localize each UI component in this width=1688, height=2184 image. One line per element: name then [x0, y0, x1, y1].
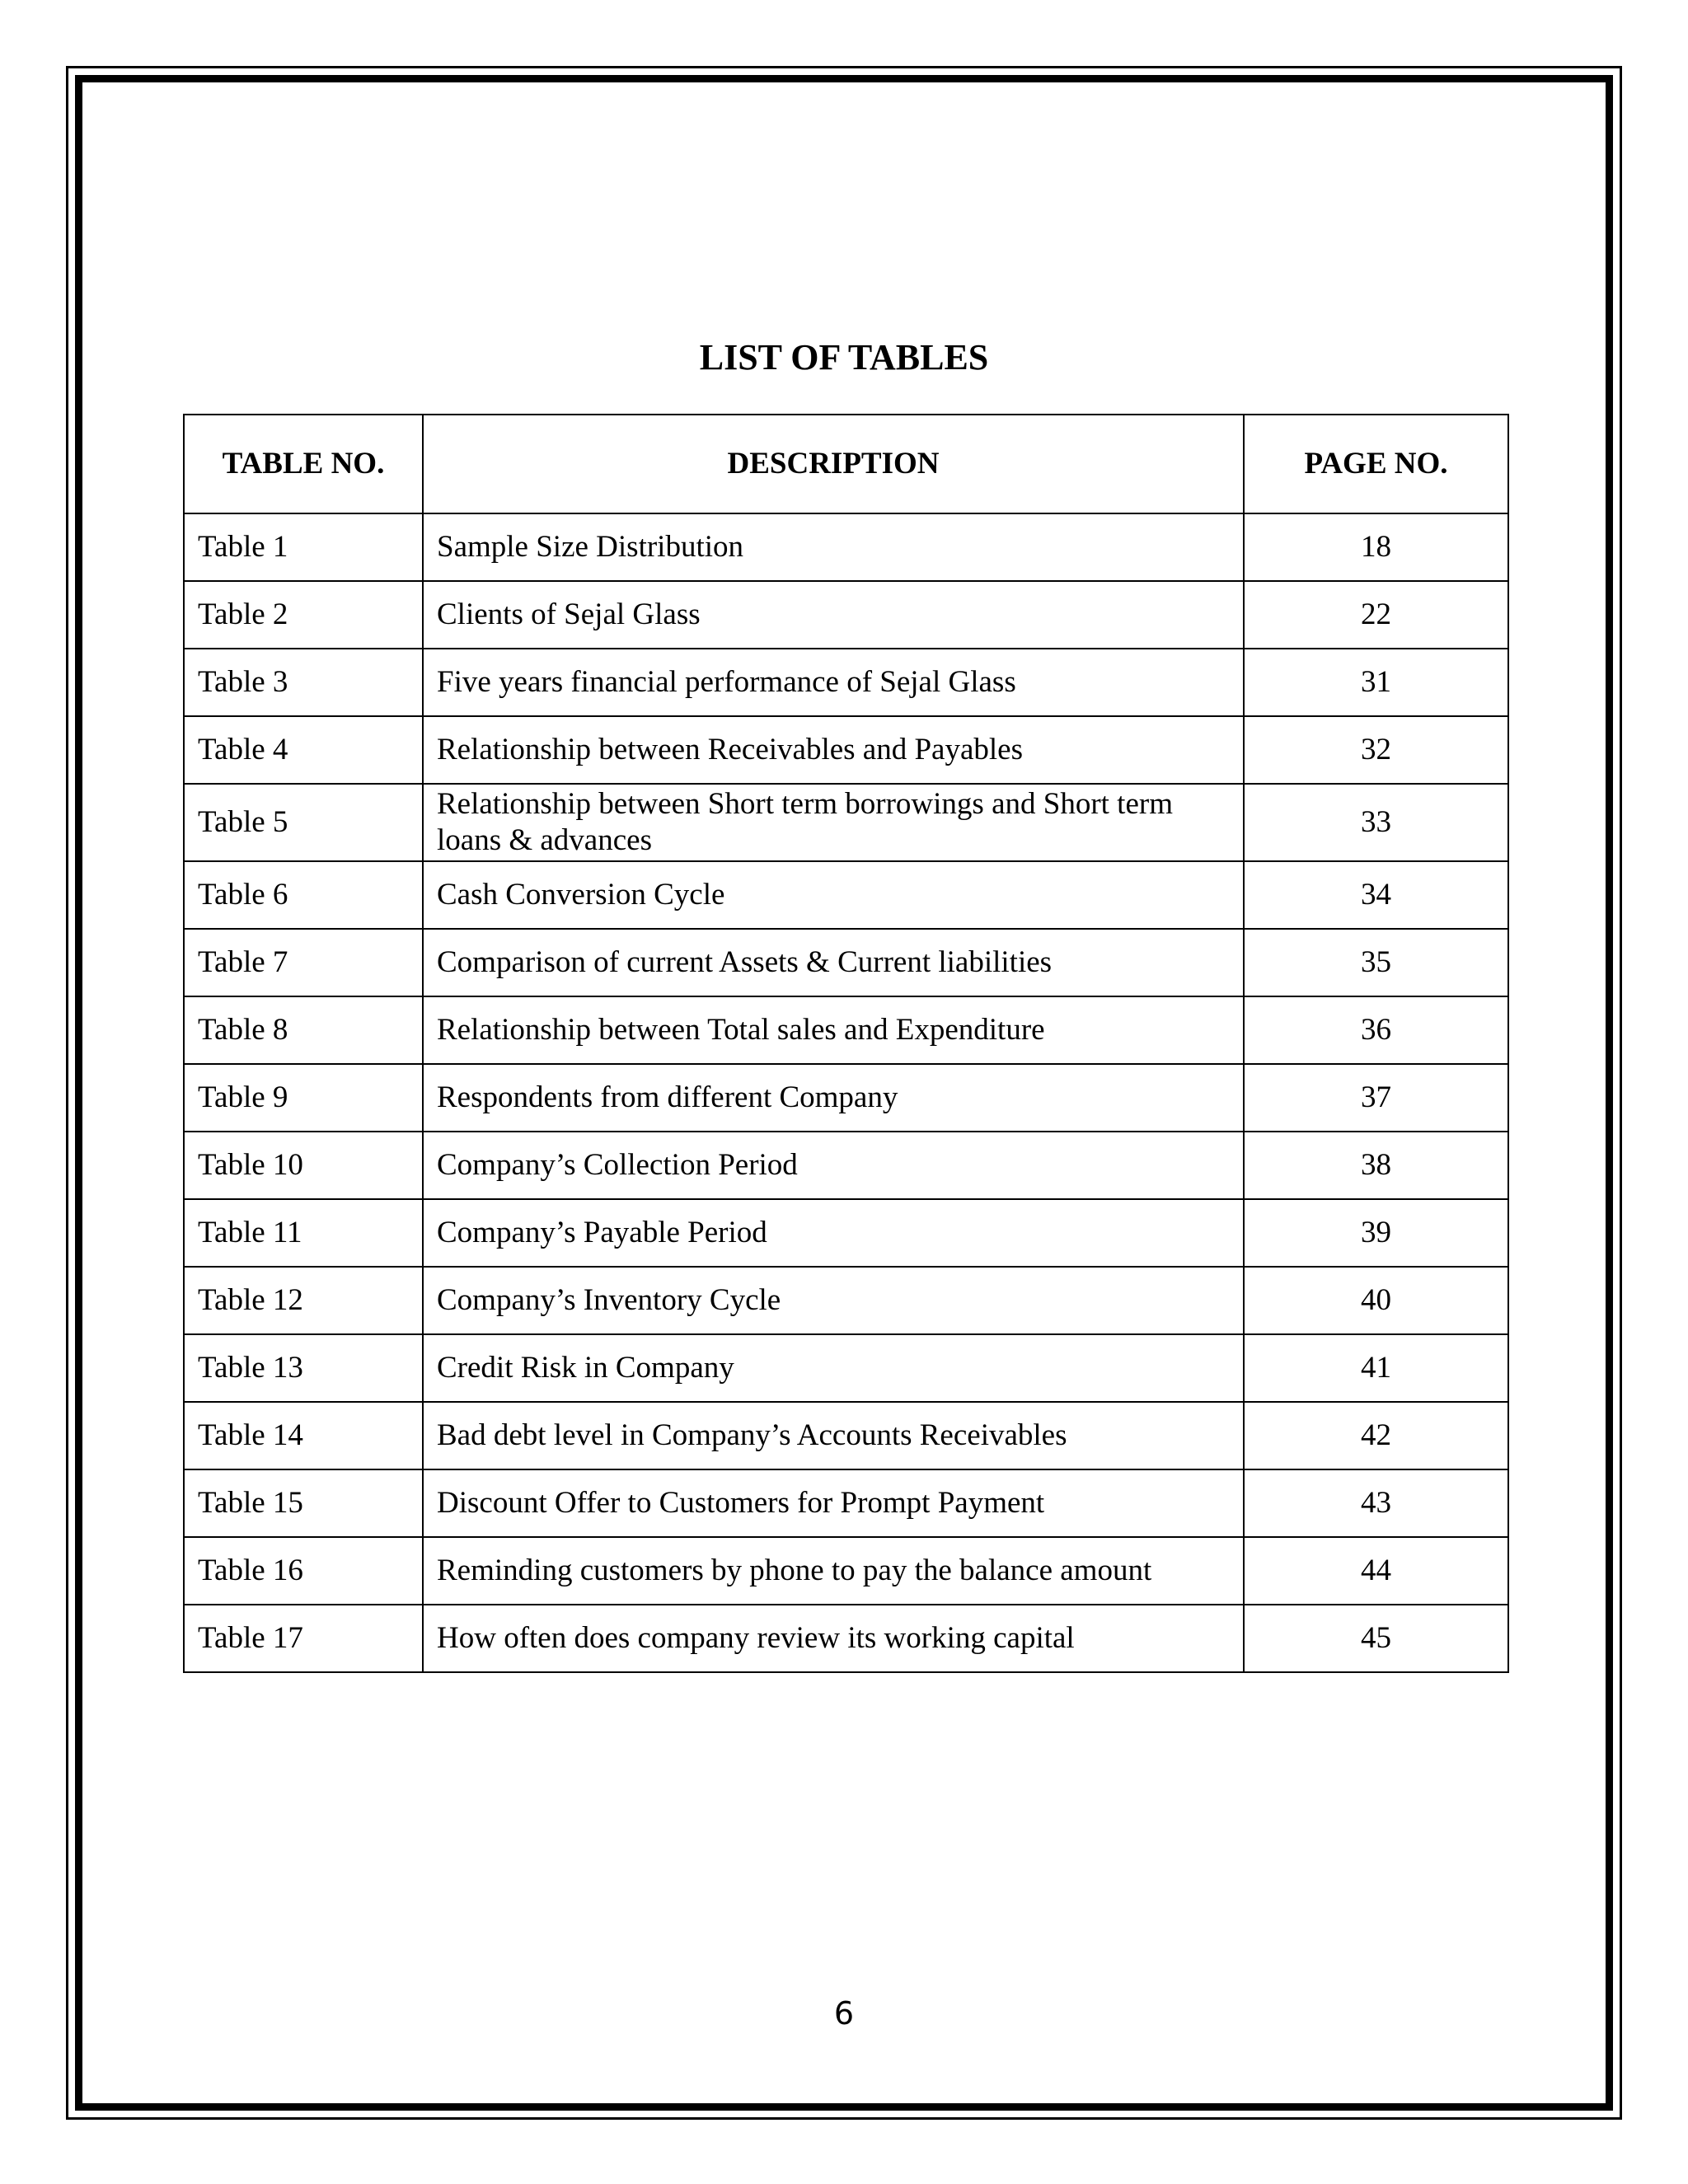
table-no-cell: Table 4: [184, 716, 423, 784]
table-row: [184, 513, 1508, 581]
table-row: [184, 1334, 1508, 1402]
table-no-cell: Table 12: [184, 1267, 423, 1334]
description-cell: Reminding customers by phone to pay the balance amount: [423, 1537, 1244, 1605]
description-cell: Company’s Inventory Cycle: [423, 1267, 1244, 1334]
description-cell: Comparison of current Assets & Current liabilities: [423, 929, 1244, 996]
table-no-cell: Table 11: [184, 1199, 423, 1267]
description-cell: Respondents from different Company: [423, 1064, 1244, 1132]
table-no-cell: Table 2: [184, 581, 423, 649]
page-no-cell: 42: [1244, 1402, 1508, 1469]
table-no-cell: Table 10: [184, 1132, 423, 1199]
page-no-cell: 36: [1244, 996, 1508, 1064]
page-no-cell: 31: [1244, 649, 1508, 716]
description-cell: How often does company review its working capital: [423, 1605, 1244, 1672]
description-cell: Five years financial performance of Sejal Glass: [423, 649, 1244, 716]
description-cell: Clients of Sejal Glass: [423, 581, 1244, 649]
header-description: DESCRIPTION: [423, 415, 1244, 513]
page-no-cell: 39: [1244, 1199, 1508, 1267]
page-no-cell: 38: [1244, 1132, 1508, 1199]
table-row: [184, 996, 1508, 1064]
page-number: 6: [833, 1995, 855, 2032]
table-row: [184, 1267, 1508, 1334]
table-no-cell: Table 16: [184, 1537, 423, 1605]
table-row: [184, 716, 1508, 784]
table-row: [184, 1605, 1508, 1672]
description-cell: Discount Offer to Customers for Prompt Payment: [423, 1469, 1244, 1537]
table-row: [184, 1402, 1508, 1469]
table-row: [184, 861, 1508, 929]
page-no-cell: 34: [1244, 861, 1508, 929]
description-cell: Company’s Collection Period: [423, 1132, 1244, 1199]
table-no-cell: Table 14: [184, 1402, 423, 1469]
description-cell: Credit Risk in Company: [423, 1334, 1244, 1402]
page-no-cell: 41: [1244, 1334, 1508, 1402]
table-row: [184, 581, 1508, 649]
table-row: [184, 1132, 1508, 1199]
description-cell: Cash Conversion Cycle: [423, 861, 1244, 929]
list-of-tables: [183, 414, 1509, 1673]
table-row: [184, 649, 1508, 716]
table-no-cell: Table 6: [184, 861, 423, 929]
page-no-cell: 37: [1244, 1064, 1508, 1132]
header-table-no: TABLE NO.: [184, 415, 423, 513]
description-cell: Relationship between Total sales and Expenditure: [423, 996, 1244, 1064]
page-no-cell: 35: [1244, 929, 1508, 996]
table-no-cell: Table 1: [184, 513, 423, 581]
table-no-cell: Table 9: [184, 1064, 423, 1132]
table-no-cell: Table 13: [184, 1334, 423, 1402]
page-no-cell: 43: [1244, 1469, 1508, 1537]
table-row: [184, 1537, 1508, 1605]
table-row: [184, 784, 1508, 861]
table-row: [184, 1199, 1508, 1267]
table-no-cell: Table 7: [184, 929, 423, 996]
table-row: [184, 929, 1508, 996]
page-no-cell: 18: [1244, 513, 1508, 581]
page-no-cell: 32: [1244, 716, 1508, 784]
table-header-row: [184, 415, 1508, 513]
description-cell: Relationship between Receivables and Payables: [423, 716, 1244, 784]
table-no-cell: Table 5: [184, 784, 423, 861]
table-no-cell: Table 15: [184, 1469, 423, 1537]
table-no-cell: Table 17: [184, 1605, 423, 1672]
page-no-cell: 33: [1244, 784, 1508, 861]
header-page-no: PAGE NO.: [1244, 415, 1508, 513]
table-no-cell: Table 8: [184, 996, 423, 1064]
table-row: [184, 1064, 1508, 1132]
description-cell: Company’s Payable Period: [423, 1199, 1244, 1267]
description-cell: Sample Size Distribution: [423, 513, 1244, 581]
page-title: LIST OF TABLES: [699, 337, 989, 377]
table-no-cell: Table 3: [184, 649, 423, 716]
page-no-cell: 22: [1244, 581, 1508, 649]
page-no-cell: 40: [1244, 1267, 1508, 1334]
page-no-cell: 45: [1244, 1605, 1508, 1672]
table-row: [184, 1469, 1508, 1537]
description-cell: Bad debt level in Company’s Accounts Receivables: [423, 1402, 1244, 1469]
description-cell: Relationship between Short term borrowings and Short term loans & advances: [423, 784, 1244, 861]
page-no-cell: 44: [1244, 1537, 1508, 1605]
